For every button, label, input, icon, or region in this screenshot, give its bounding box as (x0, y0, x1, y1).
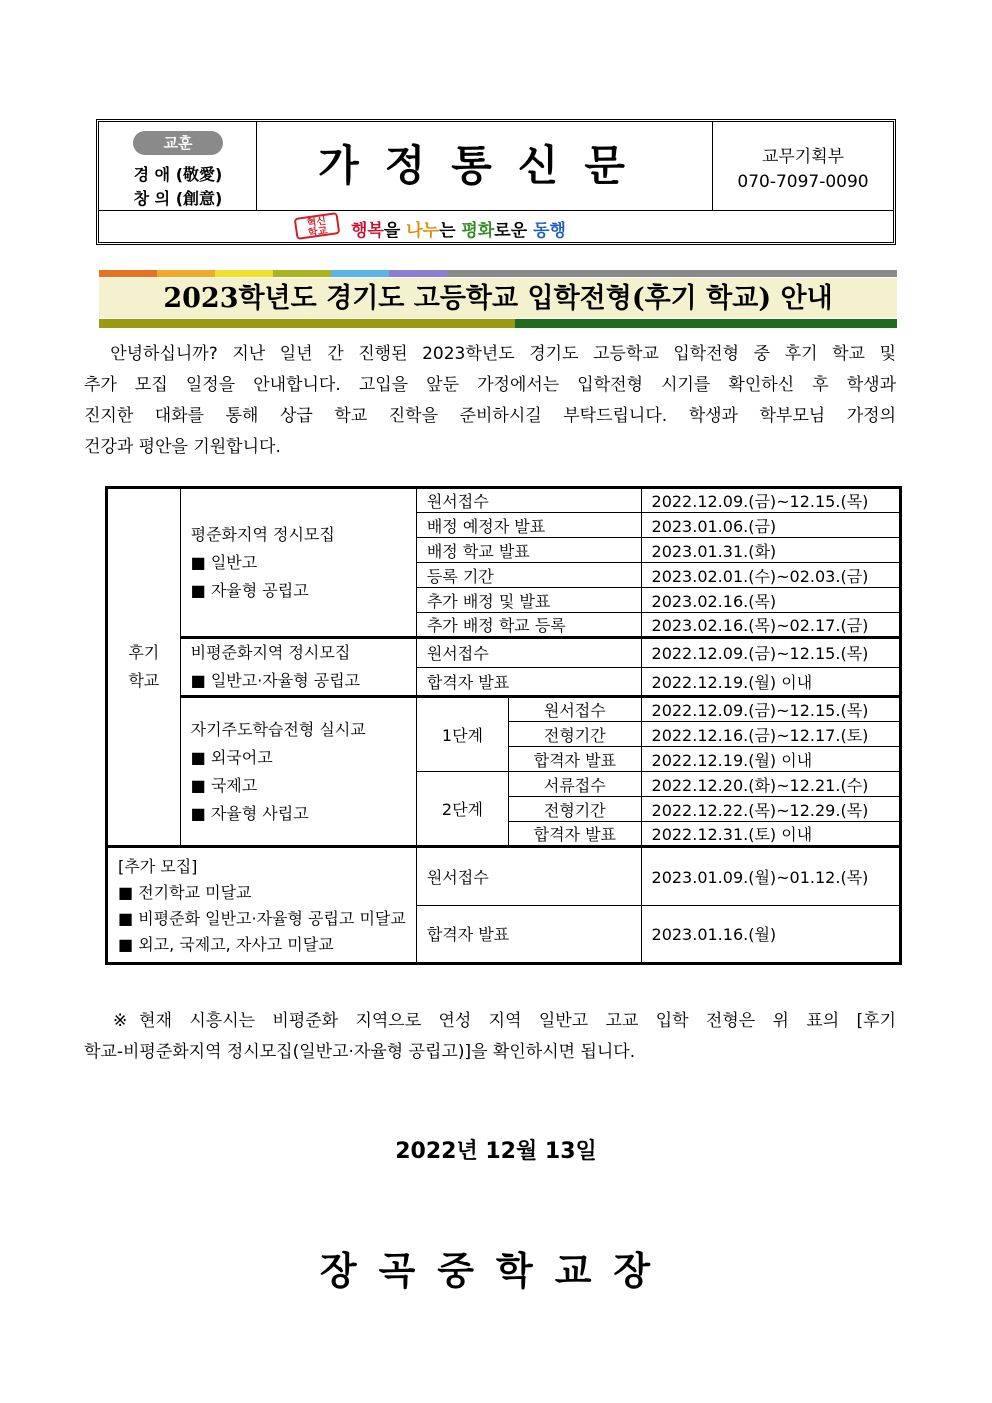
document-title: 2023학년도 경기도 고등학교 입학전형(후기 학교) 안내 (163, 283, 833, 314)
late-school-label (107, 488, 181, 847)
schedule-item: 합격자 발표 (416, 667, 641, 697)
schedule-item: 원서접수 (509, 697, 641, 722)
schedule-date: 2022.12.09.(금)~12.15.(목) (641, 638, 900, 668)
intro-line-1: 안녕하십니까? 지난 일년 간 진행된 2023학년도 경기도 고등학교 입학전형 중 후기 학교 및 (84, 344, 896, 364)
logo-text-bottom: 학교 (307, 225, 329, 240)
stripe-segment (331, 270, 389, 277)
schedule-date: 2022.12.16.(금)~12.17.(토) (641, 722, 900, 747)
stripe-segment (273, 270, 331, 277)
schedule-item: 합격자 발표 (416, 905, 641, 964)
newsletter-header (96, 119, 896, 245)
schedule-date: 2022.12.22.(목)~12.29.(목) (641, 797, 900, 822)
motto-line-2: 창 의 (創意) (133, 189, 223, 208)
stripe-segment (215, 270, 273, 277)
slogan-row (99, 210, 893, 242)
newsletter-title: 가정통신문 (257, 122, 713, 210)
stage1-label: 1단계 (416, 697, 508, 772)
motto-badge: 교훈 (133, 131, 223, 155)
slogan-segment: 나누 (406, 221, 440, 241)
schedule-date: 2023.02.01.(수)~02.03.(금) (641, 563, 900, 588)
slogan-segment: 을 (383, 221, 407, 241)
schedule-date: 2022.12.20.(화)~12.21.(수) (641, 772, 900, 797)
slogan-segment: 는 (439, 221, 462, 241)
group1-label: 평준화지역 정시모집 ■ 일반고 ■ 자율형 공립고 (180, 488, 416, 638)
title-underline-right (515, 319, 897, 328)
schedule-date: 2023.01.16.(월) (641, 905, 900, 964)
schedule-item: 합격자 발표 (509, 822, 641, 847)
note-line-1: ※현재 시흥시는 비평준화 지역으로 연성 지역 일반고 고교 입학 전형은 위 표의 [후기 (84, 1011, 896, 1031)
schedule-date: 2023.01.09.(월)~01.12.(목) (641, 847, 900, 906)
issue-date: 2022년 12월 13일 (395, 1139, 597, 1164)
schedule-item: 합격자 발표 (509, 747, 641, 772)
schedule-date: 2023.02.16.(목) (641, 588, 900, 613)
intro-line-4: 건강과 평안을 기원합니다. (84, 437, 281, 457)
department-contact (713, 122, 893, 210)
schedule-item: 서류접수 (509, 772, 641, 797)
schedule-item: 원서접수 (416, 488, 641, 513)
schedule-item: 원서접수 (416, 847, 641, 906)
table-row (107, 488, 901, 513)
logo-text-top: 혁신 (306, 215, 327, 230)
intro-line-3: 진지한 대화를 통해 상급 학교 진학을 준비하시길 부탁드립니다. 학생과 학부모님 가정의 (84, 406, 896, 426)
department-name: 교무기획부 (761, 147, 845, 167)
schedule-date: 2022.12.31.(토) 이내 (641, 822, 900, 847)
department-phone: 070-7097-0090 (737, 172, 869, 192)
schedule-item: 추가 배정 및 발표 (416, 588, 641, 613)
slogan-segment: 동행 (533, 221, 566, 241)
slogan-segment: 행복 (351, 221, 384, 241)
table-row (107, 638, 901, 668)
table-row (107, 847, 901, 906)
late-school-text: 후기 학교 (128, 643, 160, 690)
schedule-date: 2022.12.19.(월) 이내 (641, 747, 900, 772)
slogan-segment: 평화 (461, 221, 495, 241)
intro-line-2: 추가 모집 일정을 안내합니다. 고입을 앞둔 가정에서는 입학전형 시기를 확인하신 후 학생과 (84, 375, 896, 395)
table-row (107, 697, 901, 722)
stripe-segment (389, 270, 447, 277)
additional-recruitment-label: [추가 모집] ■ 전기학교 미달교 ■ 비평준화 일반고·자율형 공립고 미달교 ■ 외고, 국제고, 자사고 미달교 (107, 847, 417, 964)
admission-schedule-table (105, 486, 902, 965)
stripe-segment (157, 270, 215, 277)
slogan-segment: 로운 (494, 221, 534, 241)
group3-label: 자기주도학습전형 실시교 ■ 외국어고 ■ 국제고 ■ 자율형 사립고 (180, 697, 416, 847)
schedule-item: 전형기간 (509, 722, 641, 747)
schedule-item: 배정 예정자 발표 (416, 513, 641, 538)
schedule-item: 등록 기간 (416, 563, 641, 588)
school-motto-box (99, 122, 257, 210)
stage2-label: 2단계 (416, 772, 508, 847)
schedule-date: 2022.12.09.(금)~12.15.(목) (641, 488, 900, 513)
stripe-segment (447, 270, 897, 277)
schedule-date: 2022.12.19.(월) 이내 (641, 667, 900, 697)
schedule-item: 배정 학교 발표 (416, 538, 641, 563)
schedule-date: 2023.02.16.(목)~02.17.(금) (641, 613, 900, 638)
school-slogan (351, 216, 566, 241)
schedule-item: 원서접수 (416, 638, 641, 668)
stripe-segment (99, 270, 157, 277)
schedule-item: 전형기간 (509, 797, 641, 822)
principal-signature: 장곡중학교장 (319, 1249, 673, 1293)
title-underline-left (99, 319, 515, 328)
motto-line-1: 경 애 (敬愛) (133, 165, 223, 184)
schedule-date: 2023.01.06.(금) (641, 513, 900, 538)
note-line-2: 학교-비평준화지역 정시모집(일반고·자율형 공립고)]을 확인하시면 됩니다. (84, 1042, 636, 1062)
group2-label: 비평준화지역 정시모집 ■ 일반고·자율형 공립고 (180, 638, 416, 697)
innovation-school-logo-icon (294, 212, 341, 240)
schedule-item: 추가 배정 학교 등록 (416, 613, 641, 638)
schedule-date: 2022.12.09.(금)~12.15.(목) (641, 697, 900, 722)
schedule-date: 2023.01.31.(화) (641, 538, 900, 563)
